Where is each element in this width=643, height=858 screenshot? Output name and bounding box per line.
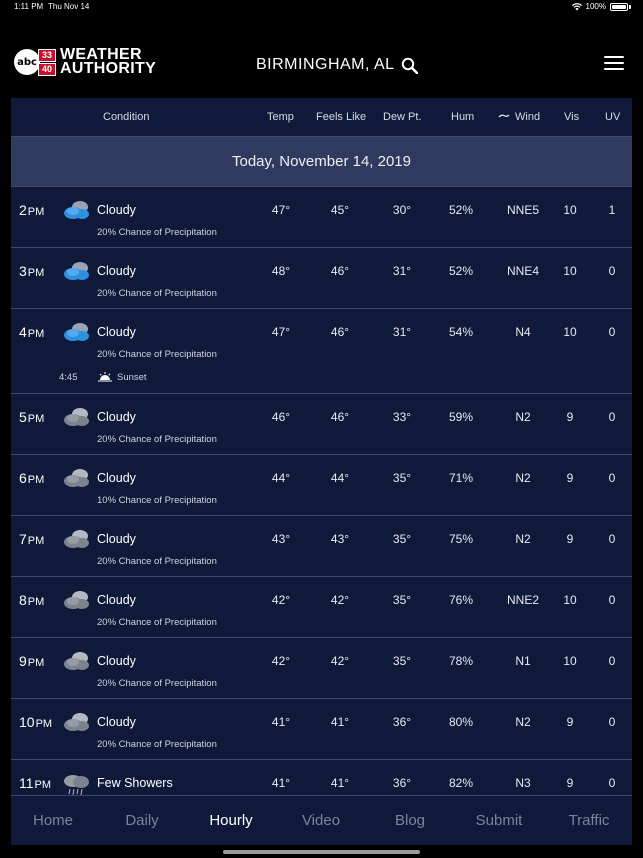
row-uv: 0 bbox=[608, 325, 616, 339]
row-hour: 10PM bbox=[19, 714, 53, 730]
row-feels-like: 44° bbox=[330, 471, 350, 485]
row-uv: 1 bbox=[608, 203, 616, 217]
row-dew-point: 36° bbox=[392, 776, 412, 790]
row-humidity: 52% bbox=[448, 264, 474, 278]
hourly-row[interactable] bbox=[11, 394, 632, 455]
row-hour: 2PM bbox=[19, 202, 45, 218]
row-visibility: 9 bbox=[566, 776, 574, 790]
row-humidity: 52% bbox=[448, 203, 474, 217]
row-condition: Cloudy bbox=[97, 264, 136, 278]
row-dew-point: 35° bbox=[392, 471, 412, 485]
battery-percent: 100% bbox=[585, 2, 606, 11]
cloudy-icon bbox=[61, 711, 91, 733]
row-temp: 48° bbox=[271, 264, 291, 278]
row-hour: 3PM bbox=[19, 263, 45, 279]
hourly-row[interactable] bbox=[11, 309, 632, 394]
row-temp: 47° bbox=[271, 325, 291, 339]
wind-icon bbox=[498, 112, 510, 120]
col-temp: Temp bbox=[267, 111, 294, 123]
row-uv: 0 bbox=[608, 593, 616, 607]
row-humidity: 59% bbox=[448, 410, 474, 424]
row-hour: 9PM bbox=[19, 653, 45, 669]
row-feels-like: 42° bbox=[330, 654, 350, 668]
hamburger-menu-icon[interactable] bbox=[604, 56, 624, 72]
row-visibility: 9 bbox=[566, 532, 574, 546]
cloudy-icon bbox=[61, 650, 91, 672]
tab-video[interactable]: Video bbox=[301, 812, 341, 829]
col-wind: Wind bbox=[515, 111, 541, 123]
row-feels-like: 46° bbox=[330, 325, 350, 339]
row-temp: 42° bbox=[271, 654, 291, 668]
row-visibility: 10 bbox=[563, 593, 577, 607]
row-condition: Cloudy bbox=[97, 471, 136, 485]
row-uv: 0 bbox=[608, 715, 616, 729]
hourly-row[interactable] bbox=[11, 187, 632, 248]
home-indicator bbox=[223, 850, 420, 854]
row-wind: N4 bbox=[515, 325, 531, 339]
app-header bbox=[0, 14, 643, 98]
row-precip-chance: 20% Chance of Precipitation bbox=[97, 349, 217, 360]
status-date: Thu Nov 14 bbox=[48, 2, 90, 11]
row-humidity: 78% bbox=[448, 654, 474, 668]
row-visibility: 9 bbox=[566, 715, 574, 729]
row-hour: 7PM bbox=[19, 531, 45, 547]
row-uv: 0 bbox=[608, 264, 616, 278]
showers-icon bbox=[61, 772, 91, 794]
row-condition: Few Showers bbox=[97, 776, 173, 790]
logo-num-bottom: 40 bbox=[38, 63, 56, 76]
hourly-forecast-panel bbox=[11, 98, 632, 795]
row-humidity: 75% bbox=[448, 532, 474, 546]
row-temp: 47° bbox=[271, 203, 291, 217]
col-condition: Condition bbox=[103, 111, 150, 123]
row-visibility: 10 bbox=[563, 264, 577, 278]
row-temp: 41° bbox=[271, 715, 291, 729]
hourly-rows bbox=[11, 187, 632, 795]
sunset-label: Sunset bbox=[117, 372, 147, 383]
cloudy-icon bbox=[61, 528, 91, 550]
row-precip-chance: 20% Chance of Precipitation bbox=[97, 227, 217, 238]
sunset-time: 4:45 bbox=[59, 372, 78, 383]
hourly-row[interactable] bbox=[11, 699, 632, 760]
battery-icon bbox=[610, 3, 628, 11]
row-humidity: 76% bbox=[448, 593, 474, 607]
row-condition: Cloudy bbox=[97, 593, 136, 607]
row-temp: 43° bbox=[271, 532, 291, 546]
row-feels-like: 41° bbox=[330, 776, 350, 790]
row-dew-point: 30° bbox=[392, 203, 412, 217]
partly-cloudy-icon bbox=[61, 199, 91, 221]
row-condition: Cloudy bbox=[97, 325, 136, 339]
row-wind: N3 bbox=[515, 776, 531, 790]
status-right bbox=[572, 2, 631, 11]
row-uv: 0 bbox=[608, 471, 616, 485]
row-feels-like: 45° bbox=[330, 203, 350, 217]
row-precip-chance: 20% Chance of Precipitation bbox=[97, 556, 217, 567]
sunset-icon bbox=[97, 370, 113, 384]
status-bar bbox=[0, 0, 643, 14]
row-hour: 6PM bbox=[19, 470, 45, 486]
row-wind: N2 bbox=[515, 715, 531, 729]
tab-home[interactable]: Home bbox=[32, 812, 74, 829]
row-feels-like: 46° bbox=[330, 264, 350, 278]
row-dew-point: 35° bbox=[392, 654, 412, 668]
row-hour: 4PM bbox=[19, 324, 45, 340]
col-hum: Hum bbox=[451, 111, 475, 123]
row-precip-chance: 20% Chance of Precipitation bbox=[97, 739, 217, 750]
row-wind: N2 bbox=[515, 532, 531, 546]
hourly-row[interactable] bbox=[11, 577, 632, 638]
row-dew-point: 35° bbox=[392, 593, 412, 607]
tab-traffic[interactable]: Traffic bbox=[568, 812, 610, 829]
hourly-row[interactable] bbox=[11, 638, 632, 699]
row-condition: Cloudy bbox=[97, 715, 136, 729]
logo-channel-numbers bbox=[38, 49, 56, 76]
hourly-row[interactable] bbox=[11, 248, 632, 309]
row-condition: Cloudy bbox=[97, 203, 136, 217]
row-condition: Cloudy bbox=[97, 654, 136, 668]
tab-hourly[interactable]: Hourly bbox=[209, 812, 253, 829]
row-humidity: 80% bbox=[448, 715, 474, 729]
row-precip-chance: 20% Chance of Precipitation bbox=[97, 434, 217, 445]
row-visibility: 9 bbox=[566, 410, 574, 424]
row-visibility: 10 bbox=[563, 325, 577, 339]
col-feels-like: Feels Like bbox=[316, 111, 367, 123]
row-wind: N2 bbox=[515, 410, 531, 424]
cloudy-icon bbox=[61, 406, 91, 428]
logo-text bbox=[60, 48, 156, 76]
col-uv: UV bbox=[605, 111, 621, 123]
tab-blog[interactable]: Blog bbox=[394, 812, 426, 829]
location-selector[interactable] bbox=[256, 56, 418, 74]
logo-num-top: 33 bbox=[38, 49, 56, 62]
row-visibility: 10 bbox=[563, 203, 577, 217]
row-humidity: 82% bbox=[448, 776, 474, 790]
row-precip-chance: 10% Chance of Precipitation bbox=[97, 495, 217, 506]
row-precip-chance: 20% Chance of Precipitation bbox=[97, 288, 217, 299]
status-time: 1:11 PM bbox=[14, 2, 44, 11]
partly-cloudy-icon bbox=[61, 260, 91, 282]
tab-daily[interactable]: Daily bbox=[125, 812, 159, 829]
battery-tip bbox=[629, 5, 631, 9]
row-temp: 42° bbox=[271, 593, 291, 607]
row-wind: N1 bbox=[515, 654, 531, 668]
row-temp: 41° bbox=[271, 776, 291, 790]
row-feels-like: 46° bbox=[330, 410, 350, 424]
row-visibility: 10 bbox=[563, 654, 577, 668]
cloudy-icon bbox=[61, 589, 91, 611]
column-headers bbox=[11, 98, 632, 137]
row-uv: 0 bbox=[608, 776, 616, 790]
date-header: Today, November 14, 2019 bbox=[11, 137, 632, 187]
row-hour: 11PM bbox=[19, 775, 52, 791]
row-dew-point: 35° bbox=[392, 532, 412, 546]
row-uv: 0 bbox=[608, 654, 616, 668]
row-condition: Cloudy bbox=[97, 532, 136, 546]
row-wind: NNE2 bbox=[506, 593, 539, 607]
col-vis: Vis bbox=[564, 111, 580, 123]
row-precip-chance: 20% Chance of Precipitation bbox=[97, 617, 217, 628]
row-feels-like: 42° bbox=[330, 593, 350, 607]
bottom-tab-bar bbox=[11, 795, 632, 845]
row-humidity: 54% bbox=[448, 325, 474, 339]
row-condition: Cloudy bbox=[97, 410, 136, 424]
row-humidity: 71% bbox=[448, 471, 474, 485]
row-dew-point: 33° bbox=[392, 410, 412, 424]
partly-cloudy-icon bbox=[61, 321, 91, 343]
row-temp: 46° bbox=[271, 410, 291, 424]
row-hour: 8PM bbox=[19, 592, 45, 608]
row-dew-point: 31° bbox=[392, 325, 412, 339]
logo-abc-mark: abc bbox=[14, 49, 40, 75]
tab-submit[interactable]: Submit bbox=[475, 812, 523, 829]
hourly-row[interactable] bbox=[11, 516, 632, 577]
row-dew-point: 36° bbox=[392, 715, 412, 729]
row-feels-like: 43° bbox=[330, 532, 350, 546]
col-dew-pt: Dew Pt. bbox=[383, 111, 422, 123]
row-dew-point: 31° bbox=[392, 264, 412, 278]
city-name: BIRMINGHAM, AL bbox=[256, 56, 395, 73]
row-precip-chance: 20% Chance of Precipitation bbox=[97, 678, 217, 689]
wifi-icon bbox=[572, 3, 582, 11]
row-feels-like: 41° bbox=[330, 715, 350, 729]
logo-line1: WEATHER bbox=[60, 46, 142, 63]
row-hour: 5PM bbox=[19, 409, 45, 425]
row-wind: NNE4 bbox=[506, 264, 539, 278]
logo-line2: AUTHORITY bbox=[60, 60, 157, 77]
row-wind: N2 bbox=[515, 471, 531, 485]
row-temp: 44° bbox=[271, 471, 291, 485]
cloudy-icon bbox=[61, 467, 91, 489]
search-icon[interactable] bbox=[401, 57, 418, 74]
row-uv: 0 bbox=[608, 532, 616, 546]
station-logo[interactable] bbox=[14, 48, 156, 76]
row-wind: NNE5 bbox=[506, 203, 539, 217]
hourly-row[interactable] bbox=[11, 455, 632, 516]
row-uv: 0 bbox=[608, 410, 616, 424]
row-visibility: 9 bbox=[566, 471, 574, 485]
hourly-row[interactable] bbox=[11, 760, 632, 795]
